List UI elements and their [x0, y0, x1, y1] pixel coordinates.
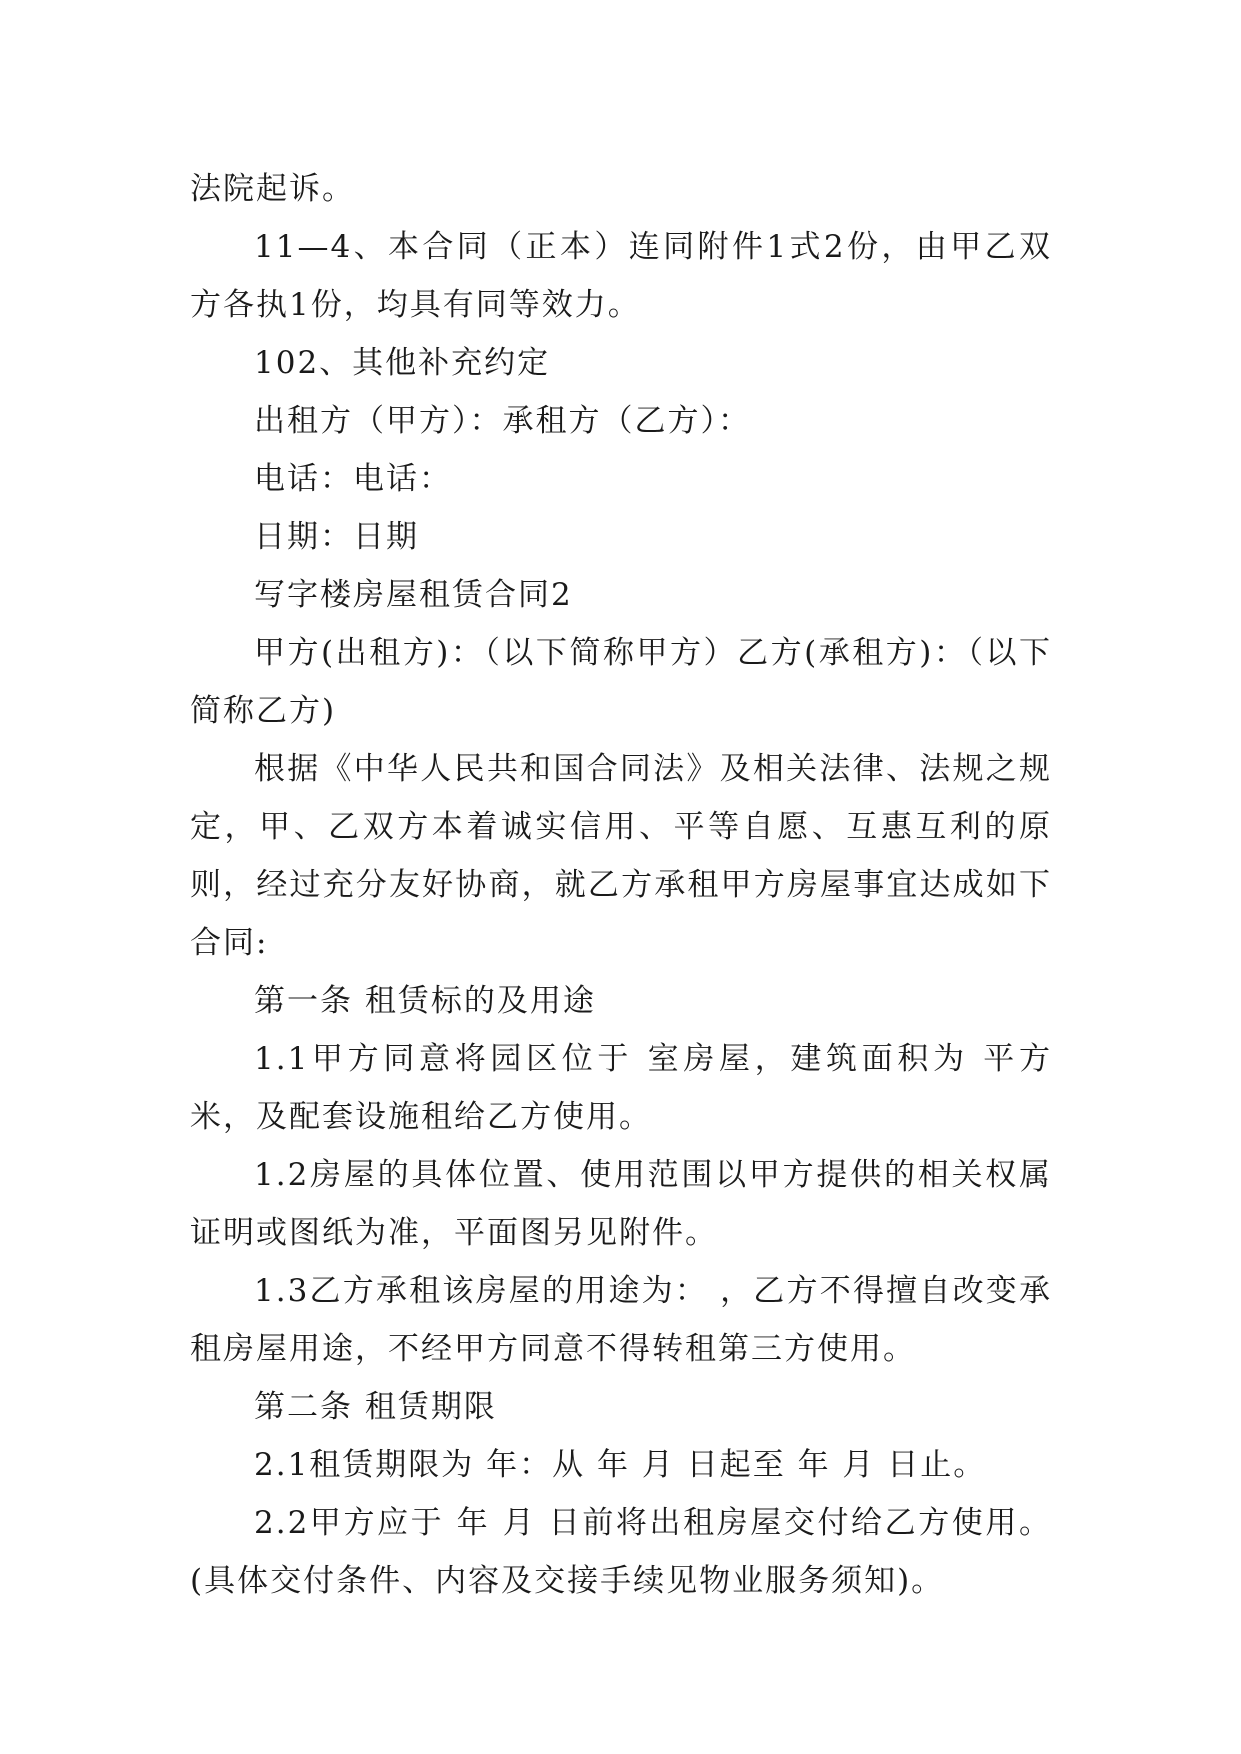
paragraph-6: 日期：日期: [254, 519, 419, 555]
paragraph-11: 1.1甲方同意将园区位于 室房屋，建筑面积为 平方米，及配套设施租给乙方使用。: [190, 1041, 1052, 1135]
paragraph-2: 11—4、本合同（正本）连同附件1式2份，由甲乙双方各执1份，均具有同等效力。: [190, 229, 1052, 323]
paragraph-12: 1.2房屋的具体位置、使用范围以甲方提供的相关权属证明或图纸为准，平面图另见附件。: [190, 1157, 1052, 1251]
paragraph-7: 写字楼房屋租赁合同2: [254, 577, 573, 613]
paragraph-16: 2.2甲方应于 年 月 日前将出租房屋交付给乙方使用。(具体交付条件、内容及交接手续见物业服务须知)。: [190, 1505, 1052, 1599]
paragraph-13: 1.3乙方承租该房屋的用途为： ，乙方不得擅自改变承租房屋用途，不经甲方同意不得转租第三方使用。: [190, 1273, 1052, 1367]
paragraph-4: 出租方（甲方）：承租方（乙方）：: [254, 403, 751, 439]
paragraph-5: 电话：电话：: [254, 461, 452, 497]
paragraph-9: 根据《中华人民共和国合同法》及相关法律、法规之规定，甲、乙双方本着诚实信用、平等自愿、互惠互利的原则，经过充分友好协商，就乙方承租甲方房屋事宜达成如下合同:: [190, 751, 1052, 961]
paragraph-10: 第一条 租赁标的及用途: [254, 983, 596, 1019]
paragraph-3: 102、其他补充约定: [254, 345, 551, 381]
paragraph-15: 2.1租赁期限为 年：从 年 月 日起至 年 月 日止。: [254, 1447, 987, 1483]
paragraph-14: 第二条 租赁期限: [254, 1389, 497, 1425]
paragraph-1: 法院起诉。: [190, 171, 355, 207]
paragraph-8: 甲方(出租方)：（以下简称甲方）乙方(承租方)：（以下简称乙方): [190, 635, 1052, 729]
document-body: [190, 160, 1052, 1610]
